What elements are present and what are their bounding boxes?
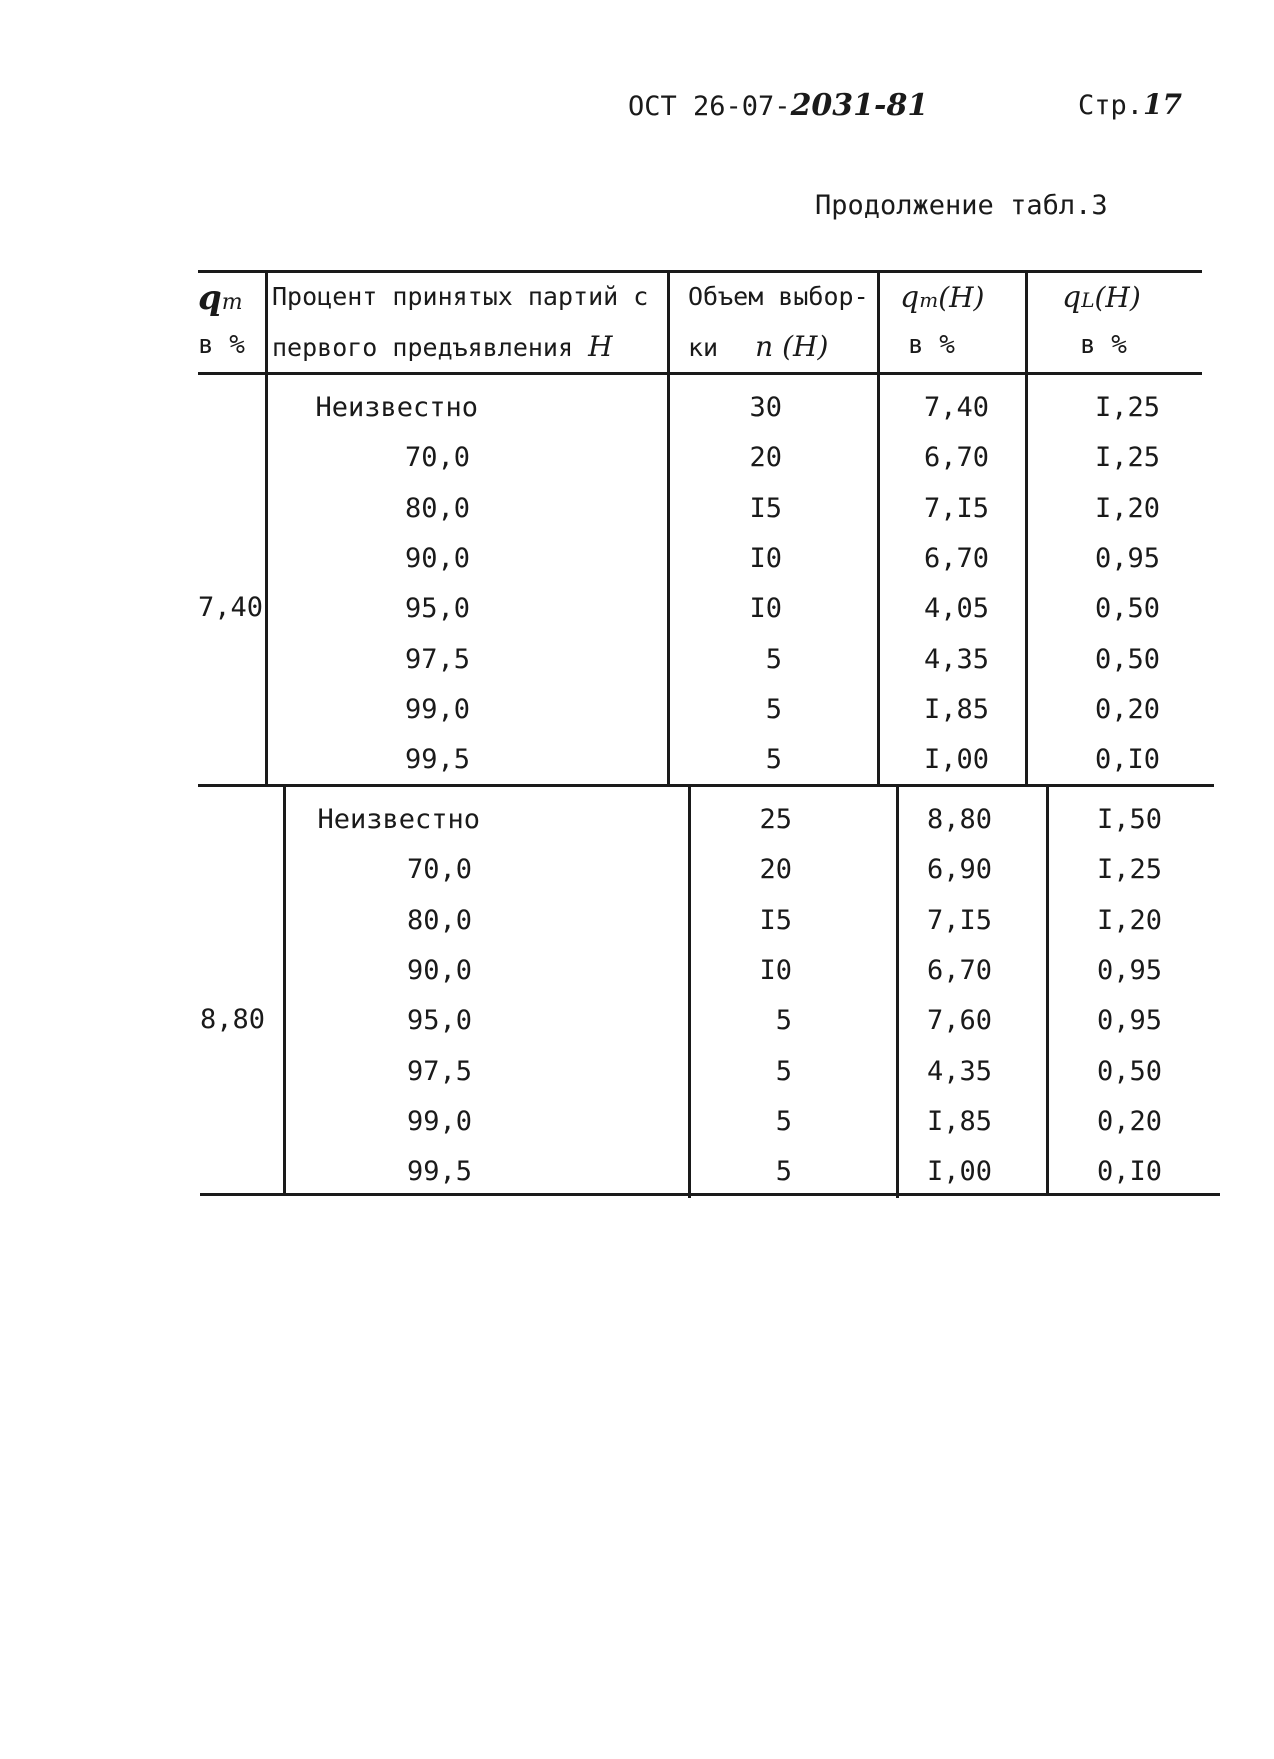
page-number-value: 17 [1143,88,1182,121]
page-number [1078,88,1182,121]
header-qlh [1062,280,1141,315]
qm-h-cell: I,00 [923,744,989,776]
table-group-divider [198,784,1214,787]
qm-h-cell: 6,70 [923,442,989,474]
sample-size-cell: 5 [765,693,782,725]
table-bottom-rule [200,1193,1220,1196]
qm-h-cell: 6,90 [926,854,992,886]
ql-h-cell: I,20 [1094,492,1160,524]
percent-accepted-cell: 90,0 [404,542,470,574]
table-header-rule [198,372,1202,375]
header-qm-symbol: q [198,278,222,318]
header-qmh-subscript: m [919,288,939,312]
sample-size-cell: 5 [775,1105,792,1137]
percent-accepted-cell: 99,0 [404,693,470,725]
ql-h-cell: 0,50 [1094,643,1160,675]
document-code [628,88,928,123]
document-code-number: 2031-81 [790,88,929,123]
percent-accepted-cell: 95,0 [406,1005,472,1037]
page-number-prefix: Стр. [1078,90,1144,121]
qm-h-cell: I,85 [923,693,989,725]
ql-h-cell: 0,I0 [1094,744,1160,776]
ql-h-cell: 0,50 [1094,593,1160,625]
sample-size-cell: I0 [749,542,782,574]
percent-accepted-cell: 70,0 [404,442,470,474]
percent-accepted-cell: 95,0 [404,593,470,625]
header-qmh-unit: в % [908,330,955,360]
header-sample-symbol: n (H) [755,330,829,363]
ql-h-cell: 0,95 [1094,542,1160,574]
header-percent-line2-text: первого предъявления [272,333,574,362]
sample-size-cell: 5 [765,744,782,776]
ql-h-cell: 0,20 [1094,693,1160,725]
header-qm-unit: в % [198,330,245,360]
qm-h-cell: 6,70 [923,542,989,574]
qm-h-cell: 7,I5 [926,904,992,936]
percent-accepted-cell: 90,0 [406,954,472,986]
table-top-rule [198,270,1202,273]
ql-h-cell: 0,20 [1096,1105,1162,1137]
document-code-prefix: ОСТ 26-07- [628,91,791,122]
header-sample-line1: Объем выбор- [688,282,869,311]
ql-h-cell: 0,95 [1096,954,1162,986]
header-qm [198,278,243,318]
sample-size-cell: 5 [775,1156,792,1188]
qm-h-cell: I,00 [926,1156,992,1188]
qm-h-cell: 7,60 [926,1005,992,1037]
sample-size-cell: I5 [759,904,792,936]
qm-h-cell: 4,05 [923,593,989,625]
qm-h-cell: 7,40 [923,392,989,423]
header-qmh [900,280,984,315]
percent-accepted-cell: 80,0 [404,492,470,524]
ql-h-cell: 0,50 [1096,1055,1162,1087]
sample-size-cell: 25 [759,804,792,835]
header-sample-line2-text: ки [688,333,719,362]
sample-size-cell: 20 [759,854,792,886]
sample-size-cell: 20 [749,442,782,474]
header-sample-line2 [688,330,828,363]
percent-accepted-cell: 70,0 [406,854,472,886]
qm-h-cell: 4,35 [923,643,989,675]
percent-accepted-cell: Неизвестно [315,392,478,423]
header-qlh-subscript: L [1081,288,1095,312]
header-qmh-arg: (H) [938,281,985,314]
percent-accepted-cell: 97,5 [404,643,470,675]
ql-h-cell: I,20 [1096,904,1162,936]
qm-h-cell: 6,70 [926,954,992,986]
ql-h-cell: I,25 [1096,854,1162,886]
table-caption: Продолжение табл.3 [815,190,1108,221]
header-percent-line2 [272,330,613,363]
header-percent-symbol: H [588,330,613,363]
sample-size-cell: I5 [749,492,782,524]
ql-h-cell: I,25 [1094,392,1160,423]
group-qm-value: 7,40 [198,592,264,623]
header-qlh-symbol: q [1062,280,1082,315]
qm-h-cell: 7,I5 [923,492,989,524]
sample-size-cell: I0 [749,593,782,625]
qm-h-cell: 8,80 [926,804,992,835]
header-qmh-symbol: q [900,280,920,315]
qm-h-cell: 4,35 [926,1055,992,1087]
ql-h-cell: I,25 [1094,442,1160,474]
ql-h-cell: 0,95 [1096,1005,1162,1037]
percent-accepted-cell: 99,5 [406,1156,472,1188]
group-qm-value: 8,80 [200,1004,266,1035]
percent-accepted-cell: 99,0 [406,1105,472,1137]
header-qlh-arg: (H) [1094,281,1141,314]
percent-accepted-cell: Неизвестно [317,804,480,835]
header-qm-subscript: m [221,290,243,315]
ql-h-cell: 0,I0 [1096,1156,1162,1188]
sample-size-cell: I0 [759,954,792,986]
ql-h-cell: I,50 [1096,804,1162,835]
sample-size-cell: 30 [749,392,782,423]
header-qlh-unit: в % [1080,330,1127,360]
sample-size-cell: 5 [775,1055,792,1087]
sample-size-cell: 5 [775,1005,792,1037]
percent-accepted-cell: 97,5 [406,1055,472,1087]
header-percent-line1: Процент принятых партий с [272,282,649,311]
sample-size-cell: 5 [765,643,782,675]
percent-accepted-cell: 80,0 [406,904,472,936]
qm-h-cell: I,85 [926,1105,992,1137]
percent-accepted-cell: 99,5 [404,744,470,776]
